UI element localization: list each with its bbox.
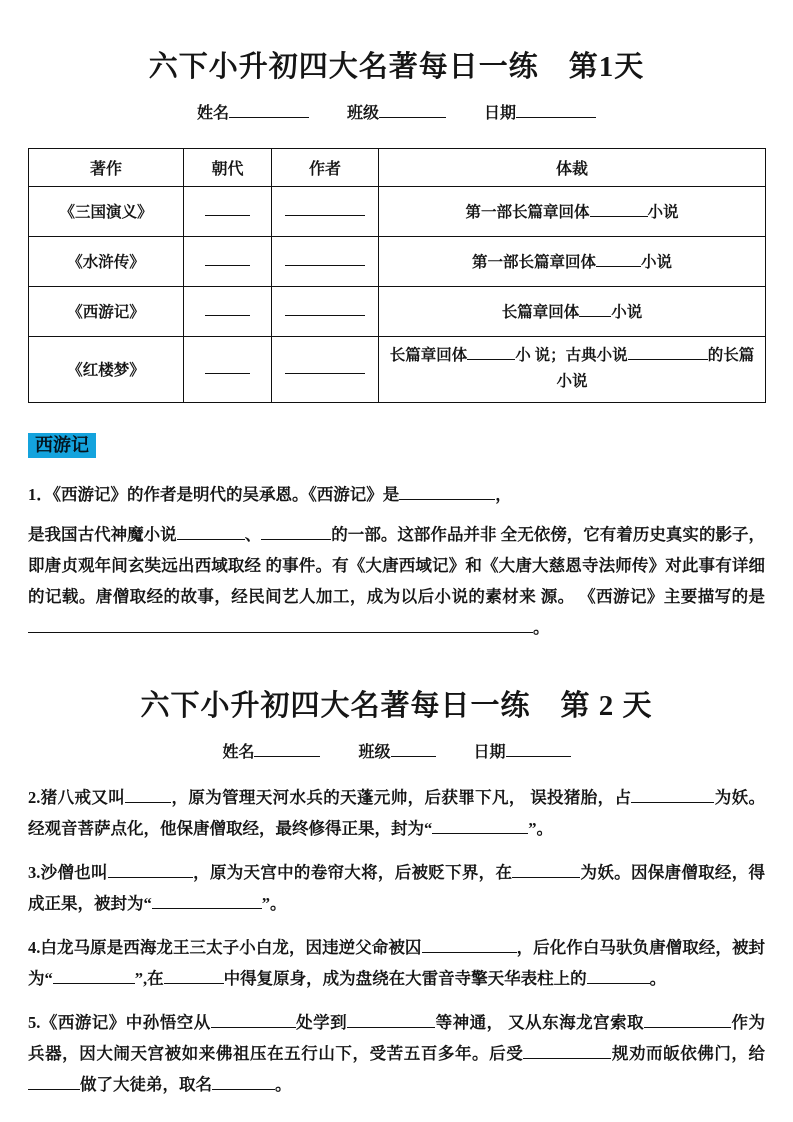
intro-paragraph: 是我国古代神魔小说 、 的一部。这部作品并非 全无依傍，它有着历史真实的影子，即唐贞观年间玄奘远出西域取经 的事件。有《大唐西域记》和《大唐大慈恩寺法师传》对此事有详细 的记载。唐僧取经的故事，经民间艺人加工，成为以后小说的素材来 源。 《西游记》主要描写的是。 (28, 525, 766, 638)
student-info-row-day1 (28, 100, 765, 123)
classics-table (28, 148, 766, 403)
author-blank-line (285, 201, 365, 216)
page-title-day1: 六下小升初四大名著每日一练 第1天 (148, 51, 645, 83)
table-row-sanguo (29, 186, 766, 236)
blank-line (399, 485, 495, 500)
question-3: 3.沙僧也叫 ，原为天宫中的卷帘大将，后被贬下界，在 为妖。因保唐僧取经，得成正果，被封为“ ”。 (28, 863, 766, 914)
table-header-dynasty: 朝代 (184, 148, 272, 186)
work-title: 《西游记》 (29, 286, 184, 336)
dynasty-cell (184, 336, 272, 402)
blank-line (28, 618, 533, 633)
blank-line (108, 863, 193, 878)
date-label: 日期 (484, 104, 517, 122)
author-cell (272, 336, 379, 402)
blank-line (347, 1013, 435, 1028)
dynasty-blank-line (205, 359, 250, 374)
blank-line (125, 788, 171, 803)
blank-line (579, 302, 611, 317)
author-cell (272, 186, 379, 236)
name-blank-line (229, 103, 309, 118)
blank-line (422, 938, 517, 953)
student-info-row-day2 (28, 739, 765, 762)
genre-cell: 长篇章回体 小说 (379, 286, 766, 336)
section-heading-wrap (28, 433, 765, 459)
work-title: 《红楼梦》 (29, 336, 184, 402)
table-header-work: 著作 (29, 148, 184, 186)
blank-line (212, 1075, 275, 1090)
blank-line (432, 819, 528, 834)
genre-cell: 长篇章回体 小 说；古典小说 的长篇小说 (379, 336, 766, 402)
class-label: 班级 (346, 104, 379, 122)
table-header-author: 作者 (272, 148, 379, 186)
name-blank-line (254, 742, 320, 757)
class-field (347, 100, 446, 123)
table-row-shuihu (29, 236, 766, 286)
date-field (474, 739, 571, 762)
dynasty-cell (184, 236, 272, 286)
blank-line (177, 525, 245, 540)
table-header-genre: 体裁 (379, 148, 766, 186)
dynasty-blank-line (205, 201, 250, 216)
section-heading-xiyouji: 西游记 (28, 433, 96, 459)
date-blank-line (506, 742, 571, 757)
name-field (197, 100, 309, 123)
dynasty-blank-line (205, 301, 250, 316)
blank-line (628, 345, 708, 360)
blank-line (512, 863, 580, 878)
class-field (358, 739, 435, 762)
blank-line (596, 252, 641, 267)
name-field (222, 739, 320, 762)
table-row-honglou (29, 336, 766, 402)
class-label: 班级 (358, 744, 391, 762)
genre-cell: 第一部长篇章回体 小说 (379, 186, 766, 236)
table-header-row (29, 148, 766, 186)
blank-line (590, 202, 648, 217)
question-2: 2.猪八戒又叫 ，原为管理天河水兵的天蓬元帅，后获罪下凡， 误投猪胎，占 为妖。经观音菩萨点化，他保唐僧取经，最终修得正果，封为“ ”。 (28, 788, 766, 839)
dynasty-cell (184, 286, 272, 336)
author-blank-line (285, 359, 365, 374)
blank-line (631, 788, 714, 803)
question-5: 5.《西游记》中孙悟空从 处学到 等神通， 又从东海龙宫索取 作为兵器，因大闹天宫被如来佛祖压在五行山下，受苦五百多年。后受 规劝而皈依佛门，给做了大徒弟，取名 。 (28, 1013, 766, 1095)
author-blank-line (285, 301, 365, 316)
author-cell (272, 236, 379, 286)
work-title: 《三国演义》 (29, 186, 184, 236)
question-1: 1．《西游记》的作者是明代的吴承恩。《西游记》是 ， (28, 485, 512, 505)
dynasty-cell (184, 186, 272, 236)
date-label: 日期 (473, 744, 506, 762)
blank-line (164, 969, 224, 984)
name-label: 姓名 (222, 744, 255, 762)
blank-line (587, 969, 650, 984)
work-title: 《水浒传》 (29, 236, 184, 286)
genre-cell: 第一部长篇章回体 小说 (379, 236, 766, 286)
name-label: 姓名 (196, 104, 229, 122)
blank-line (467, 345, 515, 360)
date-blank-line (516, 103, 596, 118)
blank-line (211, 1013, 296, 1028)
author-cell (272, 286, 379, 336)
blank-line (644, 1013, 731, 1028)
question-4: 4.白龙马原是西海龙王三太子小白龙，因违逆父命被囚 ，后化作白马驮负唐僧取经，被封为“ ”,在 中得复原身，成为盘绕在大雷音寺擎天华表柱上的 。 (28, 938, 766, 989)
blank-line (523, 1044, 611, 1059)
blank-line (53, 969, 135, 984)
blank-line (28, 1075, 80, 1090)
dynasty-blank-line (205, 251, 250, 266)
blank-line (261, 525, 331, 540)
table-row-xiyou (29, 286, 766, 336)
page-title-day2: 六下小升初四大名著每日一练 第 2 天 (140, 690, 653, 723)
blank-line (152, 894, 262, 909)
class-blank-line (391, 742, 436, 757)
date-field (484, 100, 596, 123)
class-blank-line (379, 103, 446, 118)
author-blank-line (285, 251, 365, 266)
